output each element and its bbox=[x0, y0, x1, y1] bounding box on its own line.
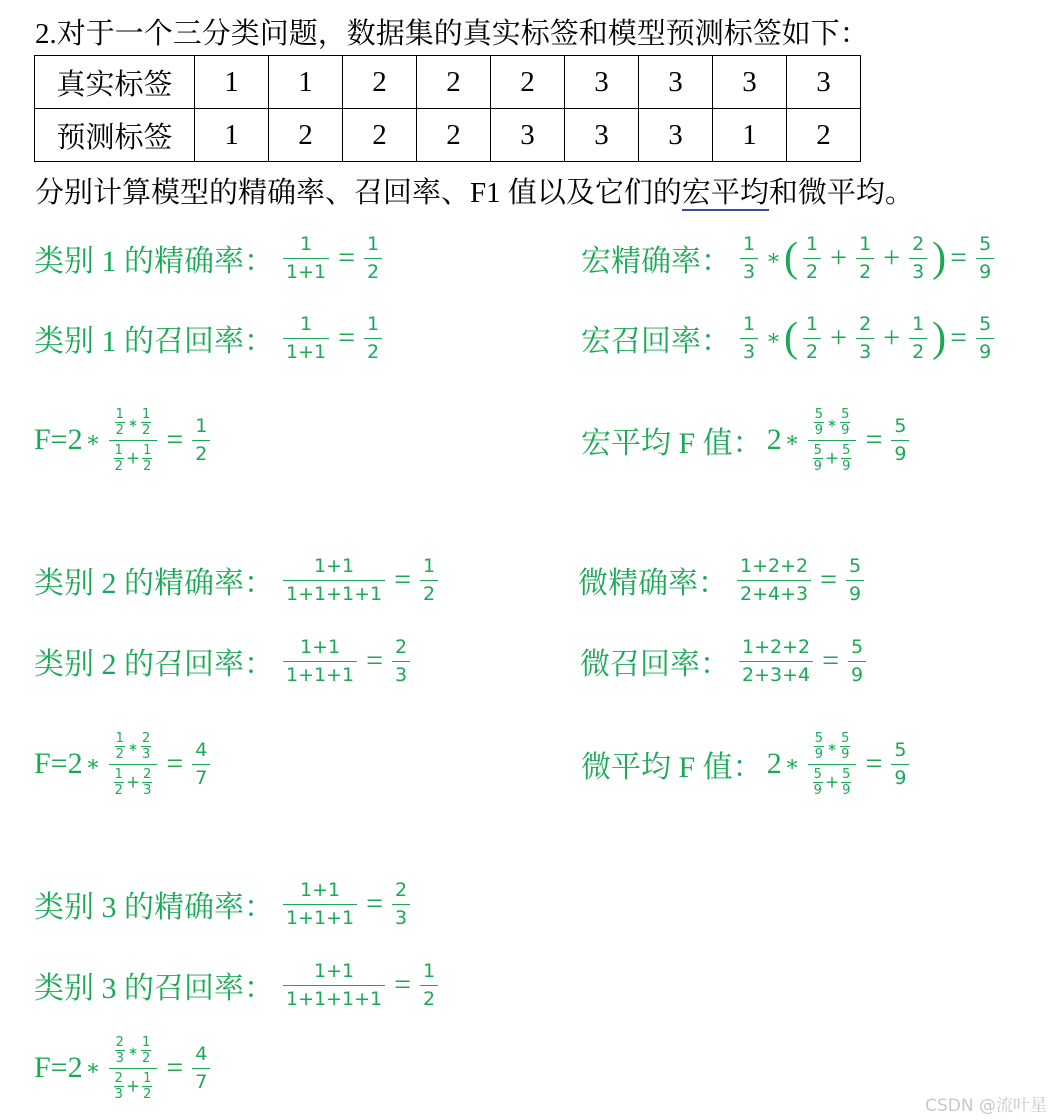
watermark: CSDN @流叶星 bbox=[925, 1096, 1047, 1116]
fraction: $\frac{1+1}{1+1+1+1}$ bbox=[283, 961, 385, 1010]
fraction: $\frac{1+2+2}{2+3+4}$ bbox=[739, 637, 813, 686]
micro-precision: 微精确率： $\frac{1+2+2}{2+4+3}$ = $\frac{5}{9}$ bbox=[578, 552, 869, 608]
result-fraction: $\frac{5}{9}$ bbox=[891, 740, 909, 789]
table-row bbox=[35, 109, 861, 162]
f1-compound-fraction: $\frac{1}{2}$ ∗ $\frac{2}{3}$ $\frac{1}{2}$ + $\frac{2}{3}$ bbox=[109, 732, 158, 797]
fraction: $\frac{1}{2}$ bbox=[803, 234, 821, 283]
result-fraction: $\frac{1}{2}$ bbox=[420, 961, 438, 1010]
result-fraction: $\frac{2}{3}$ bbox=[392, 880, 410, 929]
formula-label: 宏召回率： bbox=[581, 325, 731, 358]
class3-recall: 类别 3 的召回率： $\frac{1+1}{1+1+1+1}$ = $\frac{1}{2}$ bbox=[34, 957, 443, 1013]
formula-label: F=2 bbox=[34, 1051, 83, 1084]
table-cell: 3 bbox=[639, 109, 713, 162]
table-cell: 2 bbox=[343, 109, 417, 162]
subquestion-before: 分别计算模型的精确率、召回率、F1 值以及它们的 bbox=[35, 177, 682, 209]
row-header: 预测标签 bbox=[35, 109, 195, 162]
formula-label: 微召回率： bbox=[580, 648, 730, 681]
class2-recall: 类别 2 的召回率： $\frac{1+1}{1+1+1}$ = $\frac{2}{3}$ bbox=[34, 633, 415, 689]
table-cell: 1 bbox=[195, 56, 269, 109]
row-header: 真实标签 bbox=[35, 56, 195, 109]
result-fraction: $\frac{4}{7}$ bbox=[192, 740, 210, 789]
question-text: 2.对于一个三分类问题，数据集的真实标签和模型预测标签如下： bbox=[35, 18, 869, 50]
table-cell: 1 bbox=[195, 109, 269, 162]
result-fraction: $\frac{4}{7}$ bbox=[192, 1044, 210, 1093]
table-cell: 3 bbox=[491, 109, 565, 162]
f1-compound-fraction: $\frac{2}{3}$ ∗ $\frac{1}{2}$ $\frac{2}{3}$ + $\frac{1}{2}$ bbox=[109, 1036, 158, 1101]
formula-label: 类别 2 的精确率： bbox=[34, 567, 274, 600]
result-fraction: $\frac{1}{2}$ bbox=[420, 556, 438, 605]
class3-f1: F=2 ∗ $\frac{2}{3}$ ∗ $\frac{1}{2}$ $\frac{2}{3}$ + $\frac{1}{2}$ = $\frac{4}{7}$ bbox=[34, 1026, 215, 1110]
class2-precision: 类别 2 的精确率： $\frac{1+1}{1+1+1+1}$ = $\frac{1}{2}$ bbox=[34, 552, 443, 608]
class1-f1: F=2 ∗ $\frac{1}{2}$ ∗ $\frac{1}{2}$ $\frac{1}{2}$ + $\frac{1}{2}$ = $\frac{1}{2}$ bbox=[34, 398, 215, 482]
fraction: $\frac{1}{2}$ bbox=[909, 314, 927, 363]
formula-label: 类别 1 的召回率： bbox=[34, 325, 274, 358]
table-cell: 2 bbox=[417, 109, 491, 162]
fraction: $\frac{1+1}{1+1+1+1}$ bbox=[283, 556, 385, 605]
table-cell: 2 bbox=[491, 56, 565, 109]
formula-label: 类别 3 的召回率： bbox=[34, 972, 274, 1005]
fraction: $\frac{1+1}{1+1+1}$ bbox=[283, 880, 357, 929]
result-fraction: $\frac{5}{9}$ bbox=[976, 234, 994, 283]
result-fraction: $\frac{1}{2}$ bbox=[364, 234, 382, 283]
class2-f1: F=2 ∗ $\frac{1}{2}$ ∗ $\frac{2}{3}$ $\frac{1}{2}$ + $\frac{2}{3}$ = $\frac{4}{7}$ bbox=[34, 722, 215, 806]
macro-f1: 宏平均 F 值： 2 ∗ $\frac{5}{9}$ ∗ $\frac{5}{9}$ $\frac{5}{9}$ + $\frac{5}{9}$ = $\frac{5}{9}$ bbox=[581, 398, 914, 482]
fraction: $\frac{1}{2}$ bbox=[856, 234, 874, 283]
macro-recall: 宏召回率： $\frac{1}{3}$ ∗ ( $\frac{1}{2}$ + $\frac{2}{3}$ + $\frac{1}{2}$ ) = $\frac{5}{9}$ bbox=[581, 310, 999, 366]
factor-two: 2 bbox=[766, 423, 782, 456]
formula-label: 微平均 F 值： bbox=[581, 751, 763, 784]
table-cell: 2 bbox=[343, 56, 417, 109]
f1-compound-fraction: $\frac{1}{2}$ ∗ $\frac{1}{2}$ $\frac{1}{2}$ + $\frac{1}{2}$ bbox=[109, 408, 158, 473]
formula-label: F=2 bbox=[34, 423, 83, 456]
table-cell: 3 bbox=[565, 109, 639, 162]
class1-precision: 类别 1 的精确率： $\frac{1}{1+1}$ = $\frac{1}{2}$ bbox=[34, 230, 387, 286]
formula-label: 宏平均 F 值： bbox=[581, 427, 763, 460]
fraction: $\frac{1}{2}$ bbox=[803, 314, 821, 363]
micro-f1: 微平均 F 值： 2 ∗ $\frac{5}{9}$ ∗ $\frac{5}{9}$ $\frac{5}{9}$ + $\frac{5}{9}$ = $\frac{5}{9}$ bbox=[581, 722, 914, 806]
formula-label: 微精确率： bbox=[578, 567, 728, 600]
subquestion-underlined: 宏平均 bbox=[681, 177, 769, 209]
fraction: $\frac{1}{1+1}$ bbox=[283, 234, 329, 283]
result-fraction: $\frac{5}{9}$ bbox=[976, 314, 994, 363]
result-fraction: $\frac{2}{3}$ bbox=[392, 637, 410, 686]
fraction: $\frac{1}{1+1}$ bbox=[283, 314, 329, 363]
table-cell: 2 bbox=[787, 109, 861, 162]
fraction: $\frac{1}{3}$ bbox=[740, 314, 758, 363]
f1-compound-fraction: $\frac{5}{9}$ ∗ $\frac{5}{9}$ $\frac{5}{9}$ + $\frac{5}{9}$ bbox=[808, 408, 857, 473]
table-cell: 3 bbox=[639, 56, 713, 109]
formula-label: 类别 1 的精确率： bbox=[34, 245, 274, 278]
table-cell: 3 bbox=[713, 56, 787, 109]
table-cell: 1 bbox=[269, 56, 343, 109]
fraction: $\frac{1}{3}$ bbox=[740, 234, 758, 283]
result-fraction: $\frac{5}{9}$ bbox=[891, 416, 909, 465]
class3-precision: 类别 3 的精确率： $\frac{1+1}{1+1+1}$ = $\frac{2}{3}$ bbox=[34, 876, 415, 932]
subquestion-after: 和微平均。 bbox=[768, 177, 914, 209]
table-row bbox=[35, 56, 861, 109]
macro-precision: 宏精确率： $\frac{1}{3}$ ∗ ( $\frac{1}{2}$ + $\frac{1}{2}$ + $\frac{2}{3}$ ) = $\frac{5}{9}$ bbox=[581, 230, 999, 286]
table-cell: 2 bbox=[269, 109, 343, 162]
formula-label: 类别 3 的精确率： bbox=[34, 891, 274, 924]
table-cell: 3 bbox=[787, 56, 861, 109]
fraction: $\frac{1+1}{1+1+1}$ bbox=[283, 637, 357, 686]
fraction: $\frac{2}{3}$ bbox=[909, 234, 927, 283]
result-fraction: $\frac{5}{9}$ bbox=[846, 556, 864, 605]
micro-recall: 微召回率： $\frac{1+2+2}{2+3+4}$ = $\frac{5}{9}$ bbox=[580, 633, 871, 689]
fraction: $\frac{2}{3}$ bbox=[856, 314, 874, 363]
factor-two: 2 bbox=[766, 747, 782, 780]
result-fraction: $\frac{5}{9}$ bbox=[848, 637, 866, 686]
result-fraction: $\frac{1}{2}$ bbox=[192, 416, 210, 465]
formula-label: 宏精确率： bbox=[581, 245, 731, 278]
table-cell: 3 bbox=[565, 56, 639, 109]
formula-label: F=2 bbox=[34, 747, 83, 780]
fraction: $\frac{1+2+2}{2+4+3}$ bbox=[737, 556, 811, 605]
f1-compound-fraction: $\frac{5}{9}$ ∗ $\frac{5}{9}$ $\frac{5}{9}$ + $\frac{5}{9}$ bbox=[808, 732, 857, 797]
table-cell: 1 bbox=[713, 109, 787, 162]
result-fraction: $\frac{1}{2}$ bbox=[364, 314, 382, 363]
subquestion-text bbox=[35, 173, 914, 213]
class1-recall: 类别 1 的召回率： $\frac{1}{1+1}$ = $\frac{1}{2}$ bbox=[34, 310, 387, 366]
labels-table bbox=[34, 55, 861, 162]
formula-label: 类别 2 的召回率： bbox=[34, 648, 274, 681]
table-cell: 2 bbox=[417, 56, 491, 109]
